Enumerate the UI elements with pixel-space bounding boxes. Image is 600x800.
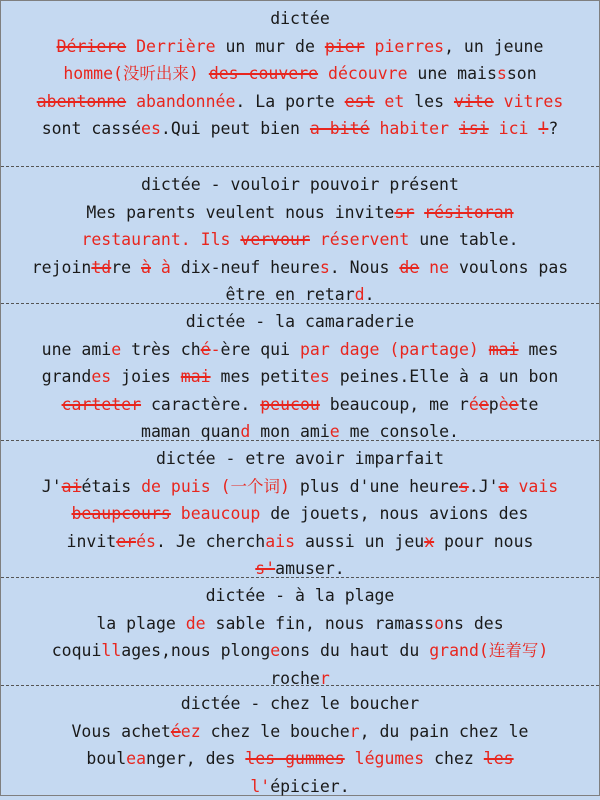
plain-text: Mes parents veulent nous invite	[86, 203, 394, 222]
plain-text: étais	[82, 477, 142, 496]
struck-error-text: !	[538, 119, 548, 138]
correction-text: r	[320, 669, 330, 688]
correction-text: è	[499, 395, 509, 414]
struck-error-text: s	[459, 477, 469, 496]
struck-error-text: beaupcours	[72, 504, 171, 523]
struck-error-text: td	[91, 258, 111, 277]
plain-text: amuser.	[275, 559, 345, 578]
plain-text: caractère.	[141, 395, 260, 414]
correction-text: es	[310, 367, 330, 386]
dictation-line	[1, 115, 599, 143]
plain-text	[414, 203, 424, 222]
struck-error-text: Dériere	[57, 37, 127, 56]
plain-text: .Qui peut bien	[161, 119, 310, 138]
correction-text: par dage (partage)	[300, 340, 489, 359]
correction-text: restaurant. Ils	[81, 230, 240, 249]
struck-error-text: abentonne	[37, 92, 126, 111]
section-title: dictée - à la plage	[1, 582, 599, 610]
correction-text: s	[320, 258, 330, 277]
struck-error-text: é	[171, 722, 181, 741]
plain-text: boul	[86, 749, 126, 768]
correction-text: ea	[126, 749, 146, 768]
plain-text: sont cassé	[42, 119, 141, 138]
correction-text: e	[111, 340, 121, 359]
plain-text: les	[404, 92, 454, 111]
plain-text: rejoin	[32, 258, 92, 277]
struck-error-text: résitoran	[424, 203, 513, 222]
dictation-line	[1, 610, 599, 638]
plain-text: ns des	[444, 614, 504, 633]
plain-text: chez le bouche	[201, 722, 350, 741]
correction-text: et	[375, 92, 405, 111]
correction-text: ez	[181, 722, 201, 741]
correction-text: découvre	[318, 64, 407, 83]
plain-text: ère qui	[221, 340, 300, 359]
plain-text: . Nous	[330, 258, 400, 277]
plain-text: nger, des	[146, 749, 245, 768]
plain-text: une ami	[42, 340, 112, 359]
plain-text: roche	[270, 669, 320, 688]
struck-error-text: er	[116, 532, 136, 551]
dictation-line	[1, 473, 599, 501]
correction-text: és	[136, 532, 156, 551]
struck-error-text: s'	[255, 559, 275, 578]
plain-text	[171, 504, 181, 523]
struck-error-text: ai	[62, 477, 82, 496]
dictation-line	[1, 226, 599, 254]
dictation-section	[1, 441, 599, 578]
correction-text: à	[151, 258, 171, 277]
correction-text: ais	[265, 532, 295, 551]
dictation-line	[1, 88, 599, 116]
plain-text: beaucoup, me r	[320, 395, 469, 414]
plain-text: ons du haut du	[280, 641, 429, 660]
struck-error-text: vervour	[240, 230, 310, 249]
dictation-section	[1, 304, 599, 441]
plain-text: mes petit	[211, 367, 310, 386]
struck-error-text: mai	[489, 340, 519, 359]
plain-text: pour nous	[434, 532, 533, 551]
plain-text: une table.	[409, 230, 518, 249]
section-title: dictée - la camaraderie	[1, 308, 599, 336]
section-title: dictée	[1, 5, 599, 33]
plain-text: dix-neuf heure	[171, 258, 320, 277]
dictation-line	[1, 637, 599, 665]
struck-error-text: e	[509, 395, 519, 414]
correction-text: de	[186, 614, 206, 633]
plain-text: J'	[42, 477, 62, 496]
dictation-line	[1, 718, 599, 746]
struck-error-text: les	[484, 749, 514, 768]
correction-text: grand(连着写)	[429, 641, 548, 660]
struck-error-text: a	[499, 477, 509, 496]
dictation-line	[1, 363, 599, 391]
plain-text: re	[111, 258, 141, 277]
plain-text: son	[507, 64, 537, 83]
plain-text: . La porte	[235, 92, 344, 111]
dictation-line	[1, 60, 599, 88]
dictation-line	[1, 745, 599, 773]
correction-text: é	[469, 395, 479, 414]
correction-text: es	[141, 119, 161, 138]
struck-error-text: les gummes	[245, 749, 344, 768]
correction-text: es	[91, 367, 111, 386]
struck-error-text: est	[345, 92, 375, 111]
plain-text: voulons pas	[449, 258, 568, 277]
dictation-section	[1, 686, 599, 797]
plain-text: une mais	[408, 64, 497, 83]
dictation-line	[1, 528, 599, 556]
correction-text: r	[350, 722, 360, 741]
dictation-line	[1, 199, 599, 227]
struck-error-text: peucou	[260, 395, 320, 414]
correction-text: vitres	[494, 92, 564, 111]
struck-error-text: x	[424, 532, 434, 551]
plain-text: la plage	[96, 614, 185, 633]
struck-error-text: mai	[181, 367, 211, 386]
plain-text: me console.	[340, 422, 459, 441]
struck-error-text: vite	[454, 92, 494, 111]
dictation-line	[1, 336, 599, 364]
plain-text: p	[489, 395, 499, 414]
plain-text: sable fin, nous ramass	[206, 614, 434, 633]
plain-text: grand	[42, 367, 92, 386]
plain-text: être en retar	[225, 285, 354, 304]
correction-text: d	[240, 422, 250, 441]
dictation-section	[1, 167, 599, 304]
correction-text: vais	[509, 477, 559, 496]
plain-text: de jouets, nous avions des	[260, 504, 528, 523]
correction-text: -	[211, 340, 221, 359]
plain-text: épicier.	[270, 777, 349, 796]
correction-text: e	[330, 422, 340, 441]
plain-text: ?	[548, 119, 558, 138]
plain-text: très ch	[121, 340, 200, 359]
plain-text: ages,nous plong	[121, 641, 270, 660]
plain-text: aussi un jeu	[295, 532, 424, 551]
dictation-section	[1, 1, 599, 167]
struck-error-text: sr	[394, 203, 414, 222]
struck-error-text: isi	[459, 119, 489, 138]
struck-error-text: des couvere	[209, 64, 318, 83]
plain-text: coqui	[52, 641, 102, 660]
correction-text: réservent	[310, 230, 409, 249]
plain-text: maman quan	[141, 422, 240, 441]
plain-text: . Je cherch	[156, 532, 265, 551]
plain-text: .	[365, 285, 375, 304]
correction-text: homme(没听出来)	[63, 64, 208, 83]
plain-text: invit	[67, 532, 117, 551]
plain-text	[126, 92, 136, 111]
plain-text: mon ami	[250, 422, 329, 441]
plain-text: joies	[111, 367, 181, 386]
dictation-line	[1, 254, 599, 282]
dictation-line	[1, 33, 599, 61]
correction-text: d	[355, 285, 365, 304]
correction-text: abandonnée	[136, 92, 235, 111]
correction-text: e	[270, 641, 280, 660]
dictation-section	[1, 578, 599, 686]
correction-text: s	[497, 64, 507, 83]
correction-text: légumes	[345, 749, 424, 768]
correction-text: ici	[489, 119, 539, 138]
section-title: dictée - vouloir pouvoir présent	[1, 171, 599, 199]
correction-text: ne	[419, 258, 449, 277]
section-title: dictée - chez le boucher	[1, 690, 599, 718]
plain-text: chez	[424, 749, 484, 768]
plain-text: te	[519, 395, 539, 414]
struck-error-text: pier	[325, 37, 365, 56]
correction-text: l'	[250, 777, 270, 796]
correction-text: pierres	[365, 37, 444, 56]
correction-text: o	[434, 614, 444, 633]
plain-text: , du pain chez le	[360, 722, 529, 741]
struck-error-text: de	[399, 258, 419, 277]
correction-text: beaucoup	[181, 504, 260, 523]
correction-text: Derrière	[126, 37, 215, 56]
struck-error-text: à	[141, 258, 151, 277]
plain-text: mes	[519, 340, 559, 359]
struck-error-text: e	[479, 395, 489, 414]
section-title: dictée - etre avoir imparfait	[1, 445, 599, 473]
correction-text: ll	[101, 641, 121, 660]
struck-error-text: carteter	[62, 395, 141, 414]
dictation-line	[1, 391, 599, 419]
correction-text: habiter	[370, 119, 459, 138]
plain-text: peines.Elle à a un bon	[330, 367, 558, 386]
plain-text: un mur de	[216, 37, 325, 56]
plain-text: .J'	[469, 477, 499, 496]
struck-error-text: é	[201, 340, 211, 359]
dictation-line	[1, 500, 599, 528]
correction-text: de puis (一个词)	[141, 477, 290, 496]
plain-text: , un jeune	[444, 37, 543, 56]
struck-error-text: a bité	[310, 119, 370, 138]
plain-text: Vous achet	[72, 722, 171, 741]
plain-text: plus d'une heure	[290, 477, 459, 496]
